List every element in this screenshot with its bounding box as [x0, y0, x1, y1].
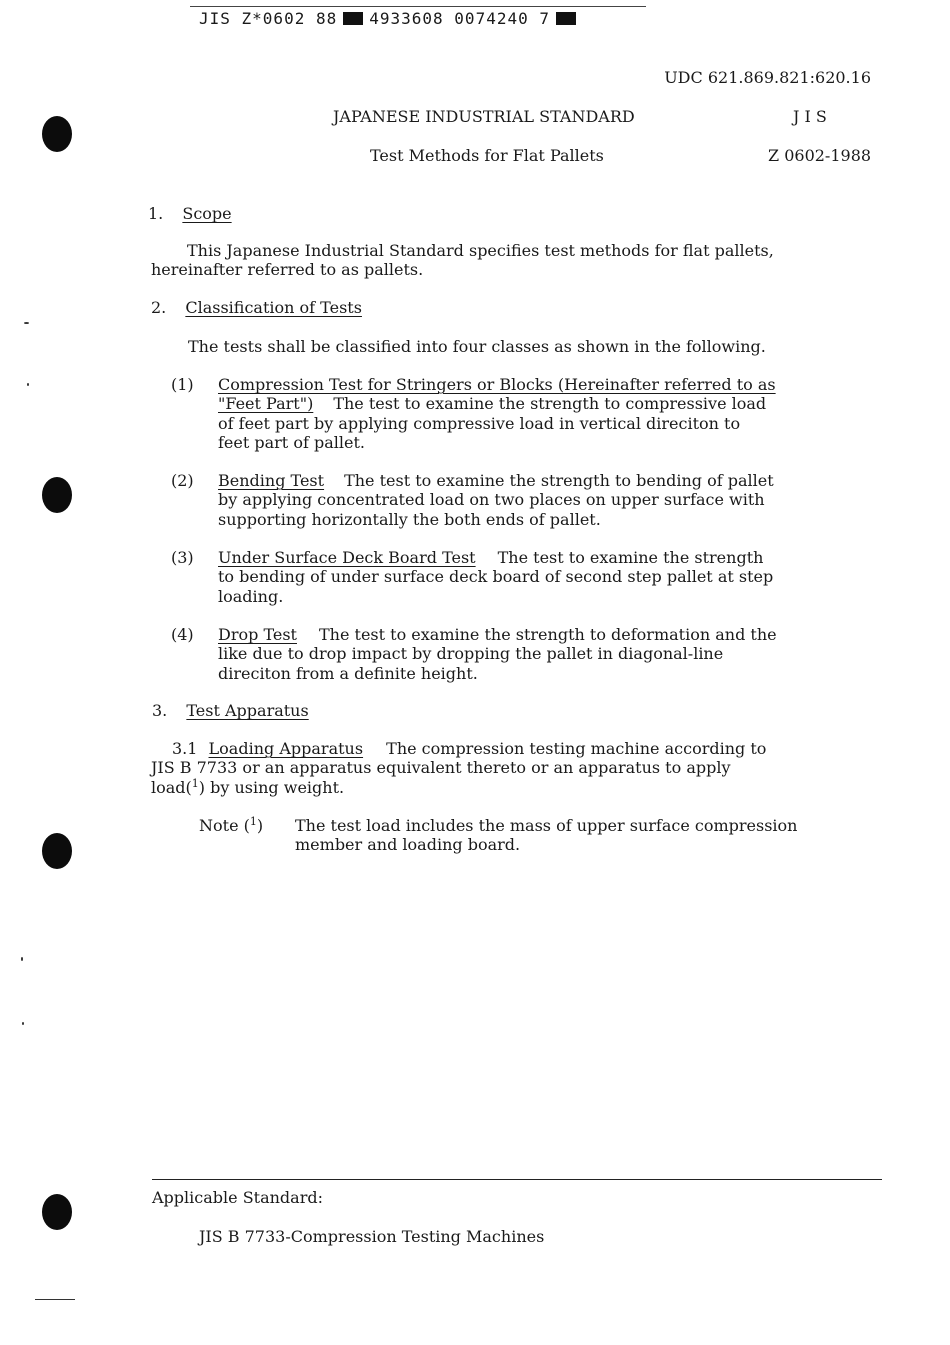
text-line: JIS B 7733 or an apparatus equivalent thereto or an apparatus to apply	[151, 758, 731, 778]
scan-block-mark	[343, 12, 363, 25]
list-item-compression-test	[218, 375, 776, 452]
standard-code: Z 0602-1988	[768, 146, 872, 165]
classification-intro: The tests shall be classified into four classes as shown in the following.	[188, 337, 766, 356]
section-title: Classification of Tests	[185, 298, 362, 317]
item-title: Drop Test	[218, 625, 297, 644]
text-fragment: load(	[151, 777, 192, 797]
subsection-title: Loading Apparatus	[208, 739, 364, 758]
punch-hole	[42, 477, 72, 513]
text-line: This Japanese Industrial Standard specifies test methods for flat pallets,	[187, 241, 774, 260]
item-text: The compression testing machine according to	[386, 739, 767, 758]
text-line: feet part of pallet.	[218, 432, 365, 452]
jis-mark: J I S	[793, 107, 827, 126]
item-text: The test to examine the strength to compressive load	[333, 394, 767, 414]
section-apparatus-heading	[152, 701, 309, 720]
loading-apparatus-paragraph	[151, 739, 766, 797]
text-line: of feet part by applying compressive load in vertical direciton to	[218, 413, 741, 433]
applicable-standard-label: Applicable Standard:	[152, 1188, 323, 1207]
footer-divider	[152, 1179, 882, 1180]
note-label	[199, 816, 263, 835]
item-number: (4)	[171, 625, 194, 644]
list-item-under-surface-test	[218, 548, 773, 606]
text-line: to bending of under surface deck board of second step pallet at step	[218, 567, 774, 587]
scan-speck	[24, 322, 29, 324]
scope-paragraph	[151, 241, 774, 280]
text-line: direciton from a definite height.	[218, 663, 478, 683]
page-title: Test Methods for Flat Pallets	[370, 146, 604, 165]
text-fragment: Note (	[199, 816, 250, 835]
item-title: Compression Test for Stringers or Blocks (Hereinafter referred to as	[218, 375, 776, 394]
item-number: (2)	[171, 471, 194, 490]
text-line: The test load includes the mass of upper surface compression	[295, 816, 798, 835]
text-line: by applying concentrated load on two places on upper surface with	[218, 490, 765, 510]
punch-hole	[42, 1194, 72, 1230]
section-number: 3.	[152, 701, 168, 720]
udc-number: UDC 621.869.821:620.16	[664, 68, 871, 87]
item-number: (3)	[171, 548, 194, 567]
item-title: "Feet Part")	[218, 394, 314, 414]
scan-speck	[35, 1299, 75, 1300]
item-title: Bending Test	[218, 471, 325, 490]
text-line: member and loading board.	[295, 835, 521, 855]
note-text	[295, 816, 797, 855]
item-number: (1)	[171, 375, 194, 394]
section-title: Test Apparatus	[186, 701, 309, 720]
punch-hole	[42, 833, 72, 869]
scan-block-mark	[556, 12, 576, 25]
text-line: hereinafter referred to as pallets.	[151, 260, 424, 280]
list-item-drop-test	[218, 625, 777, 683]
list-item-bending-test	[218, 471, 774, 529]
item-text: The test to examine the strength to deformation and the	[318, 625, 777, 644]
text-line: like due to drop impact by dropping the pallet in diagonal-line	[218, 644, 724, 664]
scan-header	[199, 9, 576, 28]
scan-header-code: JIS Z*0602 88	[199, 9, 338, 28]
applicable-standard-item: JIS B 7733-Compression Testing Machines	[199, 1227, 545, 1246]
text-line: loading.	[218, 586, 284, 606]
section-title: Scope	[182, 204, 232, 223]
scan-header-serial: 4933608 0074240 7	[369, 9, 550, 28]
scan-top-rule	[190, 6, 646, 7]
scan-speck	[21, 957, 23, 961]
punch-hole	[42, 116, 72, 152]
section-scope-heading	[148, 204, 232, 223]
scan-speck	[22, 1022, 24, 1025]
footnote-ref: 1	[249, 815, 257, 828]
item-text: The test to examine the strength to bending of pallet	[344, 471, 774, 490]
section-classification-heading	[151, 298, 362, 317]
text-line	[151, 778, 766, 797]
item-text: The test to examine the strength	[497, 548, 764, 567]
subsection-number: 3.1	[172, 739, 198, 758]
scan-speck	[27, 383, 29, 386]
section-number: 1.	[148, 204, 164, 223]
section-number: 2.	[151, 298, 167, 317]
text-fragment: ) by using weight.	[198, 777, 345, 797]
footnote-ref: 1	[191, 776, 199, 790]
item-title: Under Surface Deck Board Test	[218, 548, 476, 567]
standard-org: JAPANESE INDUSTRIAL STANDARD	[333, 107, 635, 126]
text-line: supporting horizontally the both ends of pallet.	[218, 509, 601, 529]
text-fragment: )	[256, 816, 264, 835]
